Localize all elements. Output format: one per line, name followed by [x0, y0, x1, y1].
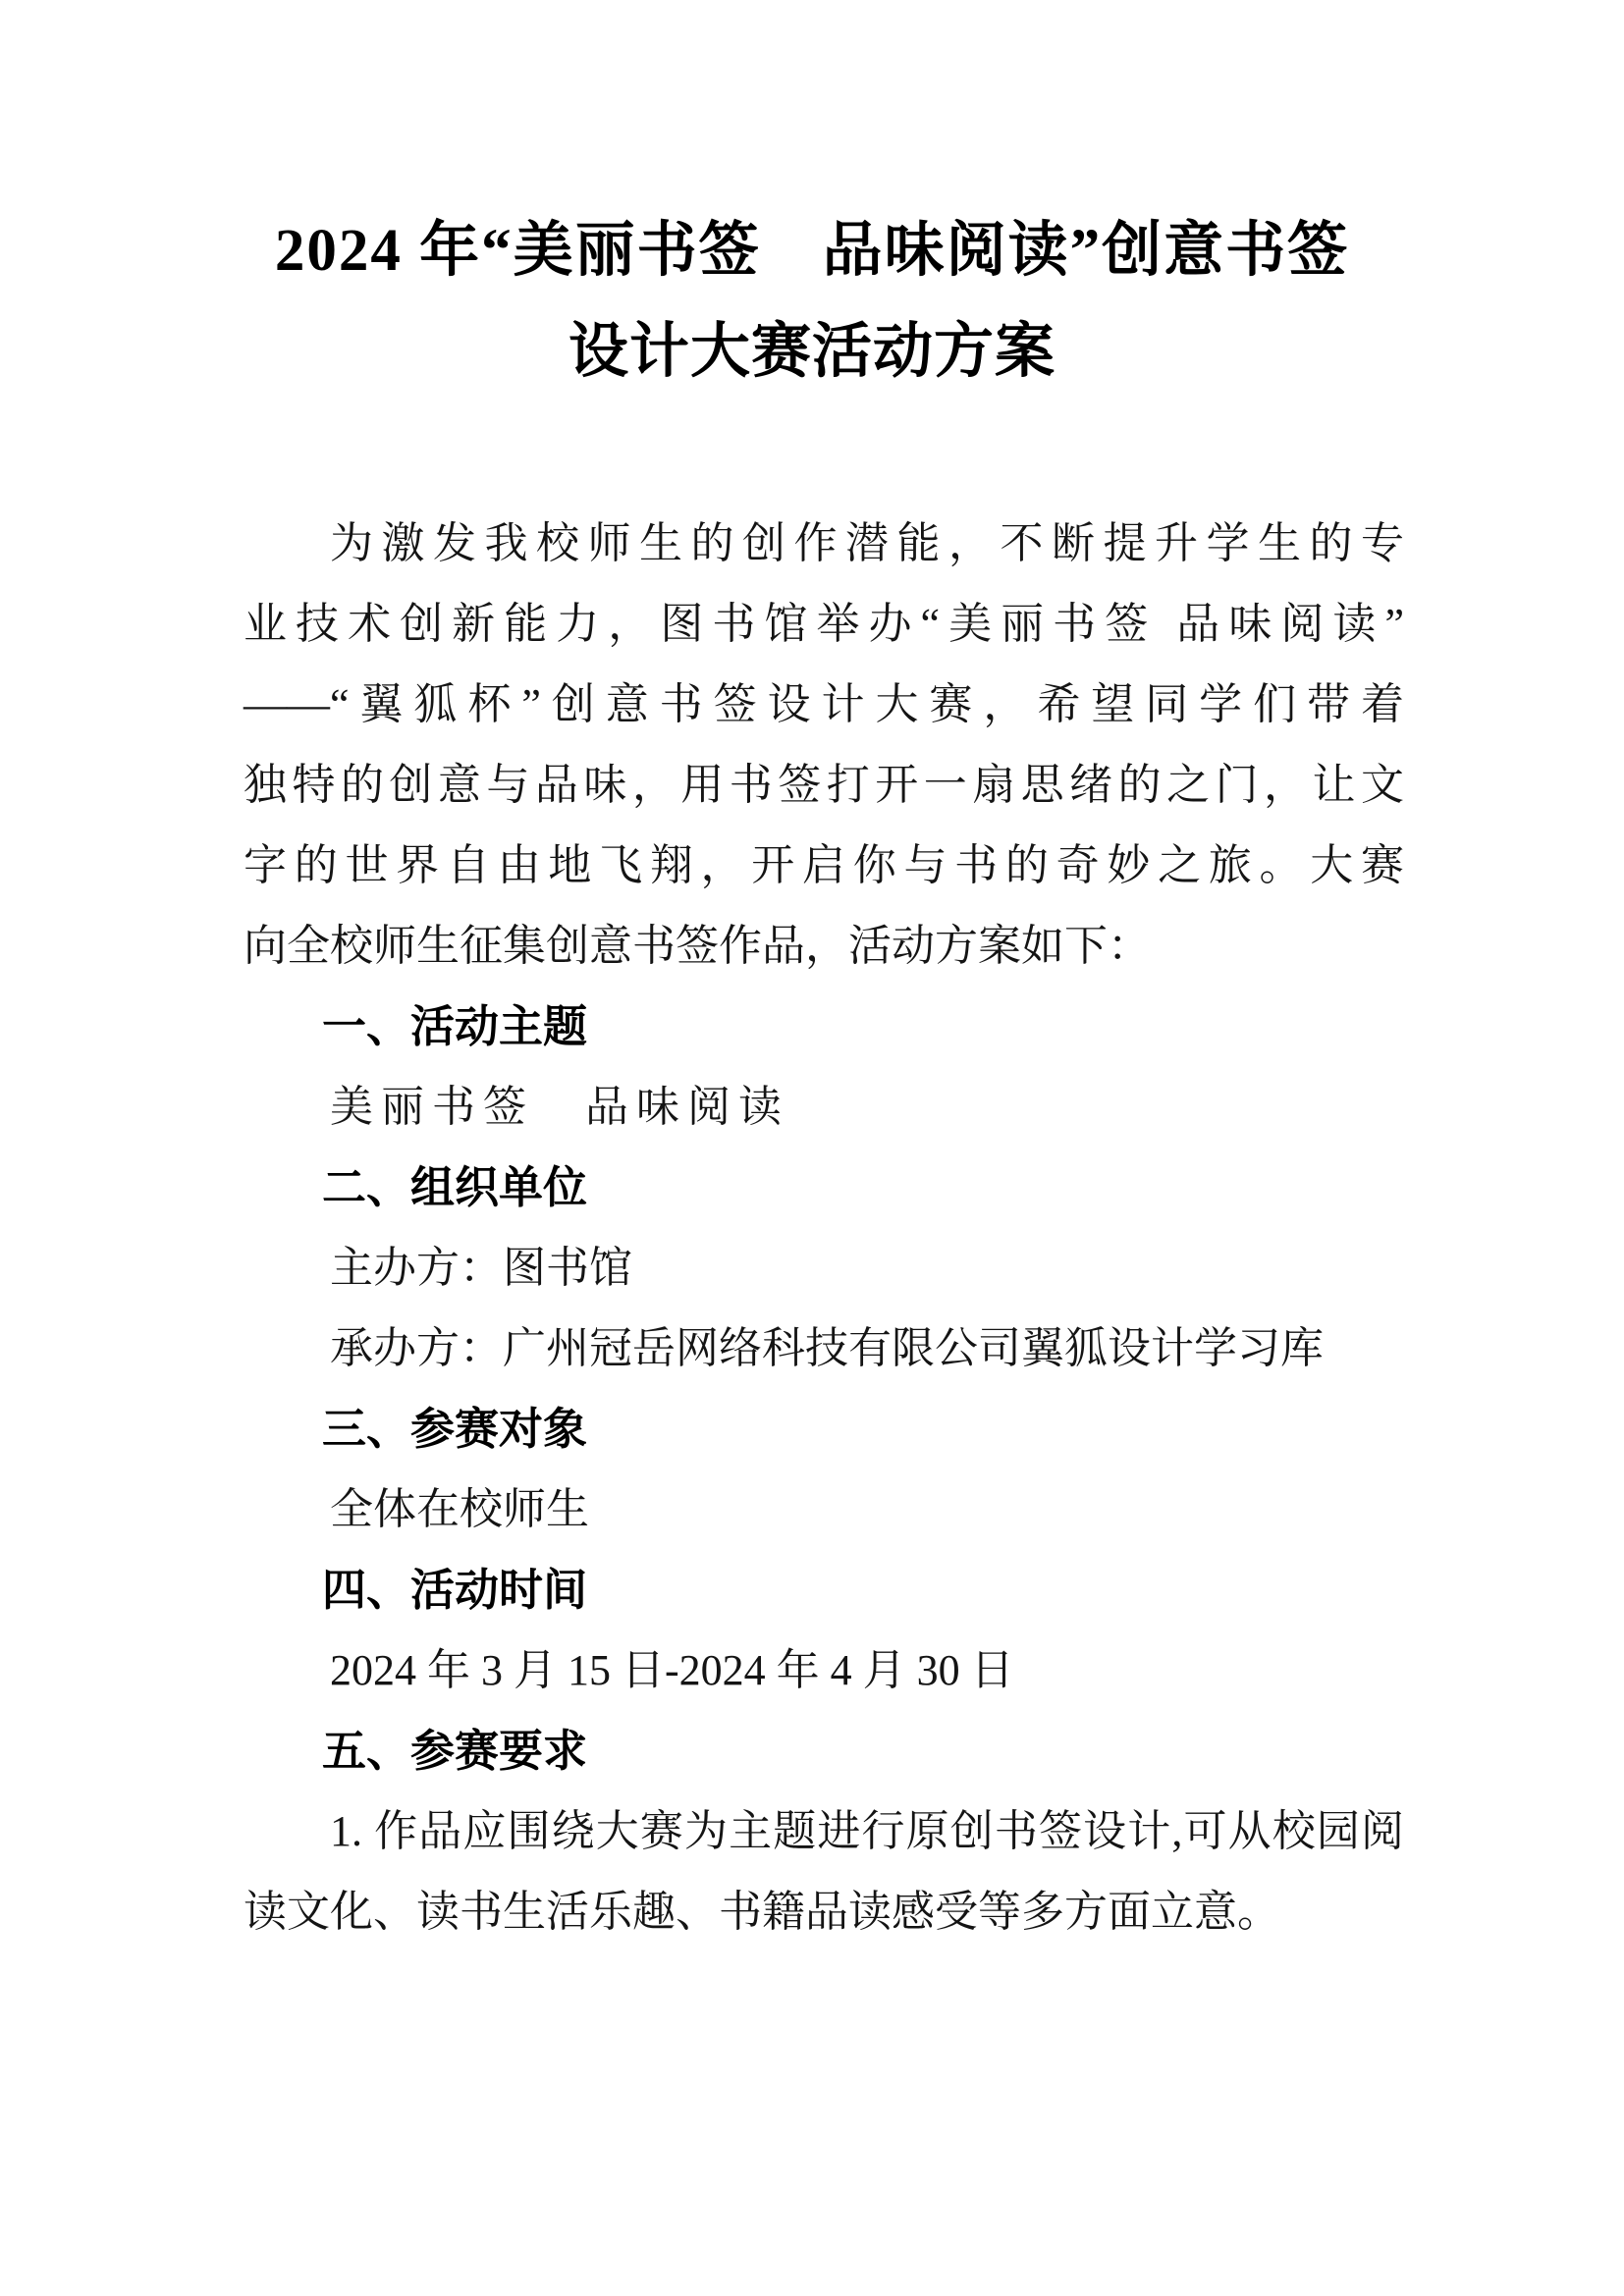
- schedule-date-range: 2024 年 3 月 15 日-2024 年 4 月 30 日: [330, 1646, 1014, 1694]
- title-line-2: 设计大赛活动方案: [568, 319, 1056, 385]
- theme-text: 美丽书签 品味阅读: [330, 1083, 789, 1131]
- section-heading-requirements: 五、参赛要求: [322, 1726, 588, 1776]
- section-heading-theme: 一、活动主题: [322, 1001, 588, 1051]
- organizer-host-line: 主办方：图书馆: [330, 1244, 632, 1292]
- intro-line-6: 向全校师生征集创意书签作品，活动方案如下：: [244, 922, 1151, 970]
- intro-line-4: 独特的创意与品味，用书签打开一扇思绪的之门，让文: [244, 761, 1404, 809]
- intro-line-2: 业技术创新能力，图书馆举办“美丽书签 品味阅读”: [244, 600, 1404, 648]
- requirement-line-1: 1. 作品应围绕大赛为主题进行原创书签设计,可从校园阅: [330, 1807, 1404, 1855]
- participants-text: 全体在校师生: [330, 1485, 589, 1533]
- intro-line-5: 字的世界自由地飞翔，开启你与书的奇妙之旅。大赛: [244, 841, 1404, 889]
- document-body: [244, 504, 1404, 1952]
- intro-line-1: 为激发我校师生的创作潜能，不断提升学生的专: [330, 519, 1404, 567]
- section-heading-participants: 三、参赛对象: [322, 1404, 588, 1454]
- title-line-1: 2024 年“美丽书签 品味阅读”创意书签: [274, 218, 1350, 284]
- document-title: [59, 200, 1565, 402]
- section-heading-organizers: 二、组织单位: [322, 1162, 588, 1212]
- intro-line-3: ——“翼狐杯”创意书签设计大赛，希望同学们带着: [244, 680, 1404, 728]
- section-heading-schedule: 四、活动时间: [322, 1565, 588, 1615]
- requirement-line-2: 读文化、读书生活乐趣、书籍品读感受等多方面立意。: [244, 1888, 1280, 1936]
- organizer-undertaker-line: 承办方：广州冠岳网络科技有限公司翼狐设计学习库: [330, 1324, 1324, 1372]
